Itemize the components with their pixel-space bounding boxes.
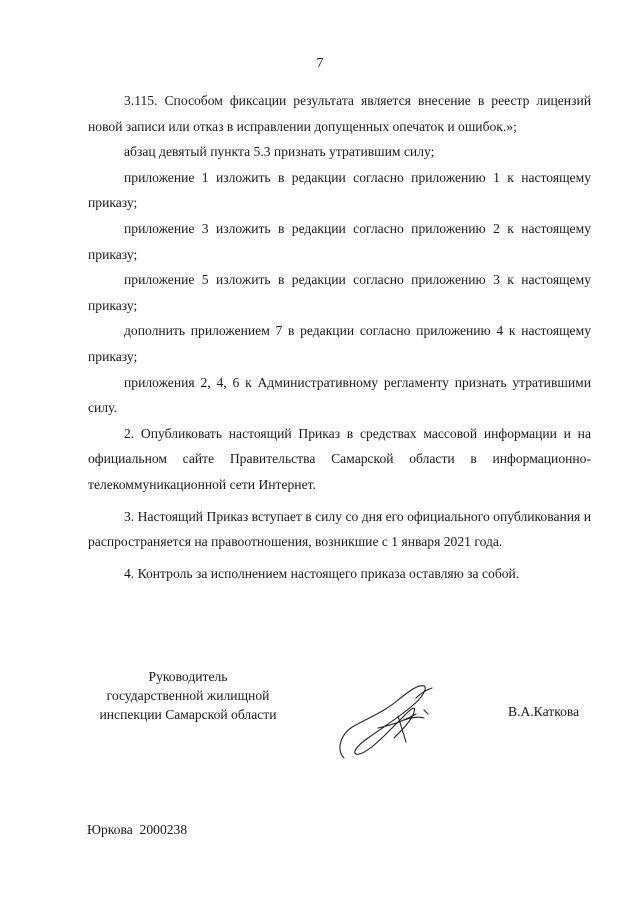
signer-position-line-3: инспекции Самарской области xyxy=(99,707,277,722)
signer-position-line-2: государственной жилищной xyxy=(106,688,270,703)
paragraph-3-115: 3.115. Способом фиксации результата является внесение в реестр лицензий новой записи или отказ в исправлении допущенных опечаток и ошибок.»; xyxy=(88,93,591,134)
paragraph-abzac-devyatyi: абзац девятый пункта 5.3 признать утратившим силу; xyxy=(124,144,435,160)
document-body xyxy=(88,88,591,586)
signer-position-line-1: Руководитель xyxy=(148,669,228,684)
executor-footer: Юркова 2000238 xyxy=(87,822,188,837)
paragraph-prilozhenie-3: приложение 3 изложить в редакции согласно приложению 2 к настоящему приказу; xyxy=(88,220,591,262)
signer-position xyxy=(80,667,296,724)
paragraph-item-2: 2. Опубликовать настоящий Приказ в средствах массовой информации и на официальном сайте Правительства Самарской области в информационно-телекоммуникационной сети Интернет. xyxy=(88,425,591,492)
paragraph-item-4: 4. Контроль за исполнением настоящего приказа оставляю за собой. xyxy=(124,565,520,581)
paragraph-prilozhenie-5: приложение 5 изложить в редакции согласно приложению 3 к настоящему приказу; xyxy=(88,272,591,313)
paragraph-dopolnit: дополнить приложением 7 в редакции согласно приложению 4 к настоящему приказу; xyxy=(88,323,591,364)
paragraph-prilozhenie-1: приложение 1 изложить в редакции согласно приложению 1 к настоящему приказу; xyxy=(88,169,591,211)
paragraph-prilozheniya-2-4-6: приложения 2, 4, 6 к Административному регламенту признать утратившими силу. xyxy=(88,374,591,416)
signatory-name: В.А.Каткова xyxy=(508,704,580,719)
paragraph-item-3: 3. Настоящий Приказ вступает в силу со дня его официального опубликования и распространяется на правоотношения, возникшие с 1 января 2021 года. xyxy=(88,508,591,550)
page-number: 7 xyxy=(316,56,324,71)
handwritten-signature-icon xyxy=(328,672,448,768)
